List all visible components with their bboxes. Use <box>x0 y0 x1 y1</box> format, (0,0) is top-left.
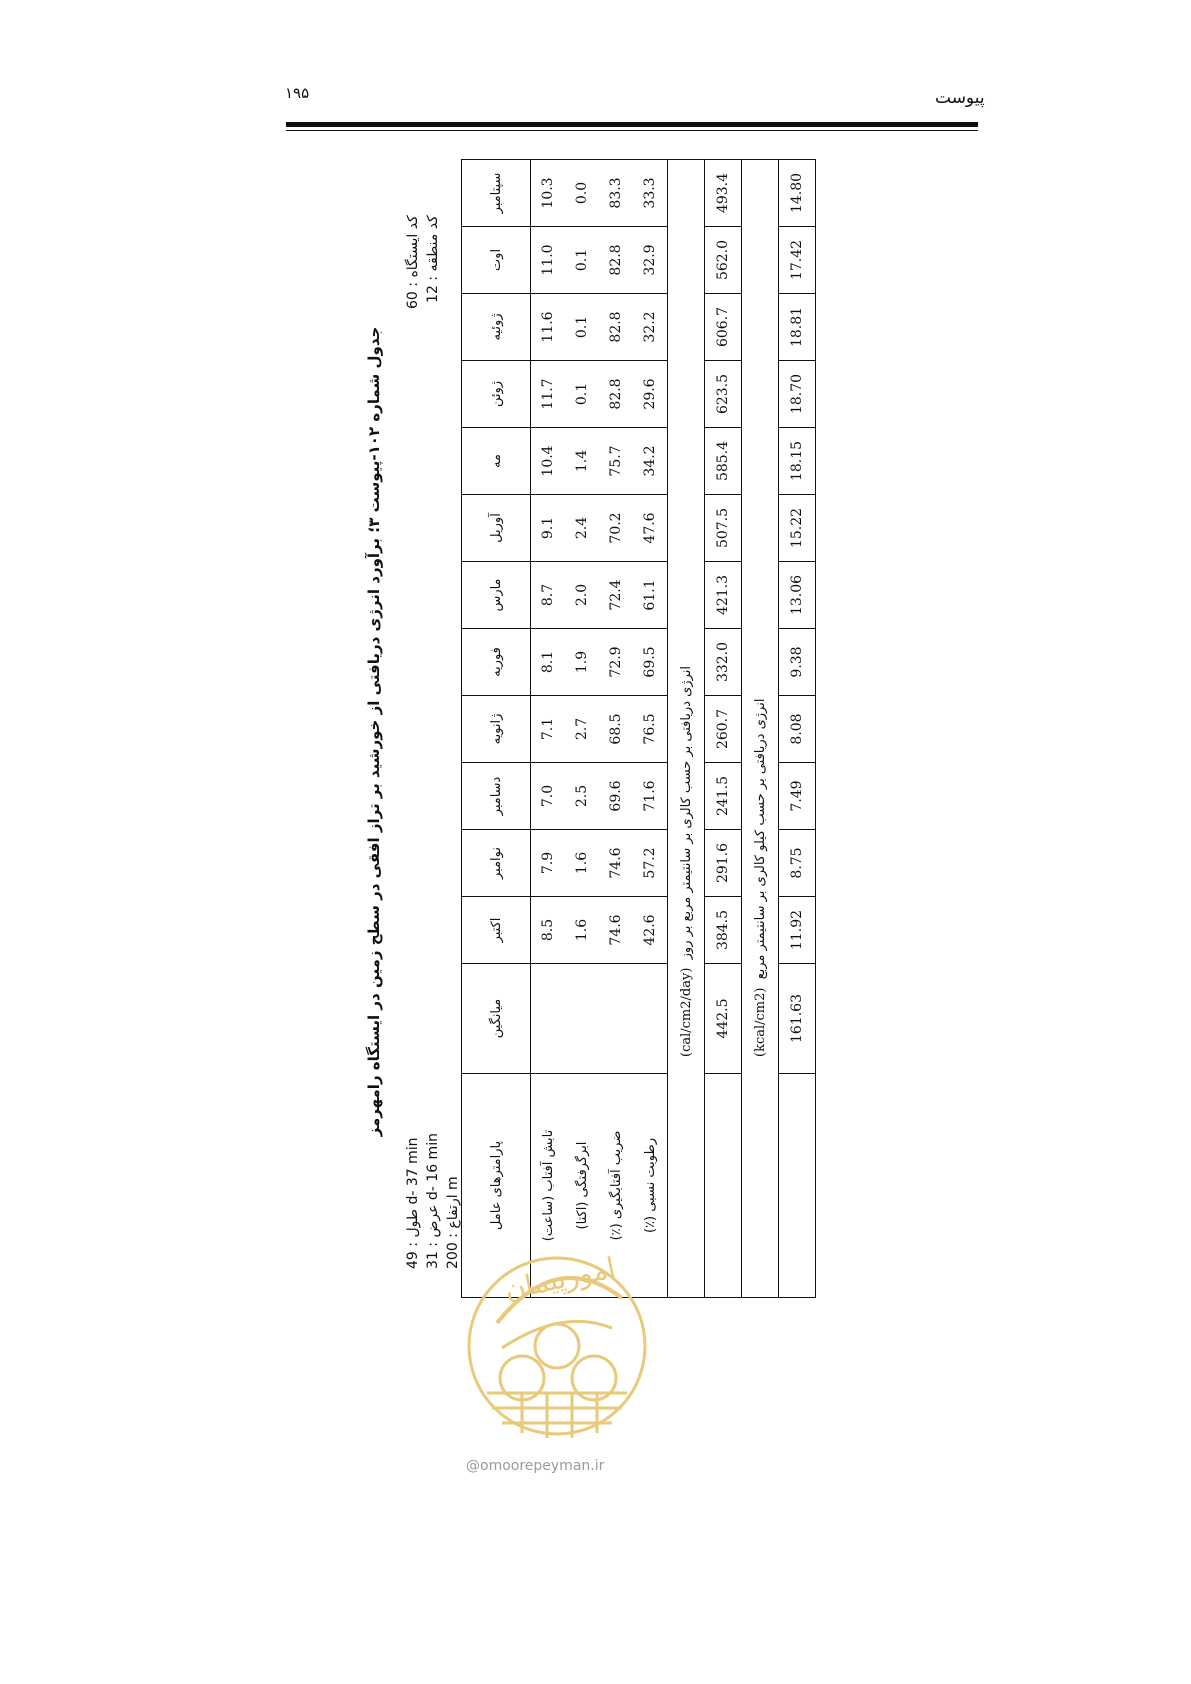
row-label-empty <box>705 1074 742 1298</box>
table-cell: 33.3 <box>633 160 668 227</box>
table-cell: 2.4 <box>565 495 599 562</box>
table-cell: 13.06 <box>779 562 816 629</box>
table-cell: 76.5 <box>633 696 668 763</box>
table-caption: جدول شماره ۱۰۲-پیوست ۳؛ برآورد انرژی دریافتی از خورشید بر تراز افقی در سطح زمین در ایستگاه رامهرمز <box>365 326 383 1137</box>
table-row <box>565 160 599 1298</box>
table-cell: 74.6 <box>599 830 633 897</box>
table-cell: 585.4 <box>705 428 742 495</box>
table-cell: 82.8 <box>599 294 633 361</box>
header-rule <box>286 122 978 127</box>
watermark-logo <box>462 1228 652 1458</box>
table-cell: 42.6 <box>633 897 668 964</box>
param-name: رطوبت نسبی (٪) <box>633 1074 668 1298</box>
latitude: عرض : 31 d- 16 min <box>425 1133 441 1269</box>
table-cell: 71.6 <box>633 763 668 830</box>
table-cell: 70.2 <box>599 495 633 562</box>
table-cell: 7.1 <box>531 696 566 763</box>
table-cell: 82.8 <box>599 361 633 428</box>
table-cell: 8.75 <box>779 830 816 897</box>
table-cell: 7.49 <box>779 763 816 830</box>
section-kcal-unit: (kcal/cm2) <box>752 987 768 1057</box>
table-cell: 507.5 <box>705 495 742 562</box>
param-name: تابش آفتاب (ساعت) <box>531 1074 566 1298</box>
location-coordinates <box>403 1133 463 1269</box>
header-month: مارس <box>462 562 531 629</box>
table-cell: 7.9 <box>531 830 566 897</box>
table-cell: 11.6 <box>531 294 566 361</box>
section-row-kcal <box>742 160 779 1298</box>
station-codes <box>403 215 443 309</box>
table-cell: 10.3 <box>531 160 566 227</box>
section-row-cal <box>668 160 705 1298</box>
table-cell: 83.3 <box>599 160 633 227</box>
table-cell: 11.92 <box>779 897 816 964</box>
header-month: دسامبر <box>462 763 531 830</box>
table-cell: 72.9 <box>599 629 633 696</box>
table-row <box>633 160 668 1298</box>
running-title: پیوست <box>935 88 985 108</box>
table-cell: 75.7 <box>599 428 633 495</box>
table-cell: 32.9 <box>633 227 668 294</box>
table-cell: 34.2 <box>633 428 668 495</box>
table-cell: 61.1 <box>633 562 668 629</box>
table-cell: 82.8 <box>599 227 633 294</box>
table-cell: 0.1 <box>565 361 599 428</box>
header-month: سپتامبر <box>462 160 531 227</box>
table-cell: 8.08 <box>779 696 816 763</box>
table-cell: 72.4 <box>599 562 633 629</box>
header-month: نوامبر <box>462 830 531 897</box>
table-cell: 7.0 <box>531 763 566 830</box>
table-cell: 57.2 <box>633 830 668 897</box>
section-cal-unit: (cal/cm2/day) <box>678 967 694 1057</box>
cal-average: 442.5 <box>705 964 742 1074</box>
rotated-table-page <box>363 164 886 1299</box>
section-kcal-label: انرژی دریافتی بر حسب کیلو کالری بر سانتیمتر مربع <box>752 698 768 980</box>
header-month: ژانویه <box>462 696 531 763</box>
header-month: فوریه <box>462 629 531 696</box>
param-average <box>633 964 668 1074</box>
param-average <box>531 964 566 1074</box>
table-cell: 14.80 <box>779 160 816 227</box>
table-cell: 69.6 <box>599 763 633 830</box>
table-cell: 1.6 <box>565 830 599 897</box>
header-month: مه <box>462 428 531 495</box>
region-code: کد منطقه : 12 <box>425 215 441 303</box>
table-cell: 15.22 <box>779 495 816 562</box>
table-cell: 421.3 <box>705 562 742 629</box>
row-label-empty <box>779 1074 816 1298</box>
page-number: ۱۹۵ <box>285 84 310 102</box>
table-cell: 2.5 <box>565 763 599 830</box>
table-cell: 493.4 <box>705 160 742 227</box>
table-cell: 32.2 <box>633 294 668 361</box>
table-cell: 1.9 <box>565 629 599 696</box>
cal-values-row <box>705 160 742 1298</box>
table-cell: 606.7 <box>705 294 742 361</box>
header-month: ژوئن <box>462 361 531 428</box>
table-cell: 10.4 <box>531 428 566 495</box>
table-cell: 11.7 <box>531 361 566 428</box>
param-average <box>599 964 633 1074</box>
table-cell: 11.0 <box>531 227 566 294</box>
table-cell: 1.6 <box>565 897 599 964</box>
altitude: ارتفاع : 200 m <box>445 1176 461 1269</box>
header-rule-thin <box>286 130 978 131</box>
table-cell: 332.0 <box>705 629 742 696</box>
table-cell: 68.5 <box>599 696 633 763</box>
header-param: پارامترهای عامل <box>462 1074 531 1298</box>
table-cell: 8.7 <box>531 562 566 629</box>
header-month: اوت <box>462 227 531 294</box>
kcal-average: 161.63 <box>779 964 816 1074</box>
table-cell: 0.1 <box>565 227 599 294</box>
section-kcal-heading <box>742 160 779 1298</box>
table-header-row <box>462 160 531 1298</box>
table-cell: 74.6 <box>599 897 633 964</box>
table-cell: 562.0 <box>705 227 742 294</box>
table-cell: 384.5 <box>705 897 742 964</box>
longitude: طول : 49 d- 37 min <box>405 1137 421 1269</box>
table-cell: 260.7 <box>705 696 742 763</box>
solar-energy-table <box>461 159 816 1298</box>
table-cell: 0.1 <box>565 294 599 361</box>
table-cell: 291.6 <box>705 830 742 897</box>
table-cell: 8.1 <box>531 629 566 696</box>
section-cal-label: انرژی دریافتی بر حسب کالری بر سانتیمتر مربع بر روز <box>678 666 694 960</box>
watermark-logo-text: امورپیمان <box>501 1250 619 1307</box>
table-cell: 2.0 <box>565 562 599 629</box>
param-average <box>565 964 599 1074</box>
table-cell: 623.5 <box>705 361 742 428</box>
table-cell: 18.70 <box>779 361 816 428</box>
table-cell: 18.15 <box>779 428 816 495</box>
station-code: کد ایستگاه : 60 <box>405 215 421 309</box>
table-cell: 47.6 <box>633 495 668 562</box>
table-cell: 29.6 <box>633 361 668 428</box>
table-cell: 1.4 <box>565 428 599 495</box>
table-cell: 17.42 <box>779 227 816 294</box>
table-cell: 0.0 <box>565 160 599 227</box>
param-name: ضریب آفتابگیری (٪) <box>599 1074 633 1298</box>
kcal-values-row <box>779 160 816 1298</box>
header-month: ژوئیه <box>462 294 531 361</box>
table-cell: 241.5 <box>705 763 742 830</box>
table-cell: 8.5 <box>531 897 566 964</box>
table-cell: 2.7 <box>565 696 599 763</box>
table-cell: 9.1 <box>531 495 566 562</box>
table-row <box>531 160 566 1298</box>
section-cal-heading <box>668 160 705 1298</box>
param-name: ابرگرفتگی (اکتا) <box>565 1074 599 1298</box>
header-month: آوریل <box>462 495 531 562</box>
header-average: میانگین <box>462 964 531 1074</box>
watermark-url: @omoorepeyman.ir <box>466 1458 605 1474</box>
table-cell: 9.38 <box>779 629 816 696</box>
table-row <box>599 160 633 1298</box>
table-cell: 18.81 <box>779 294 816 361</box>
header-month: اکتبر <box>462 897 531 964</box>
table-cell: 69.5 <box>633 629 668 696</box>
